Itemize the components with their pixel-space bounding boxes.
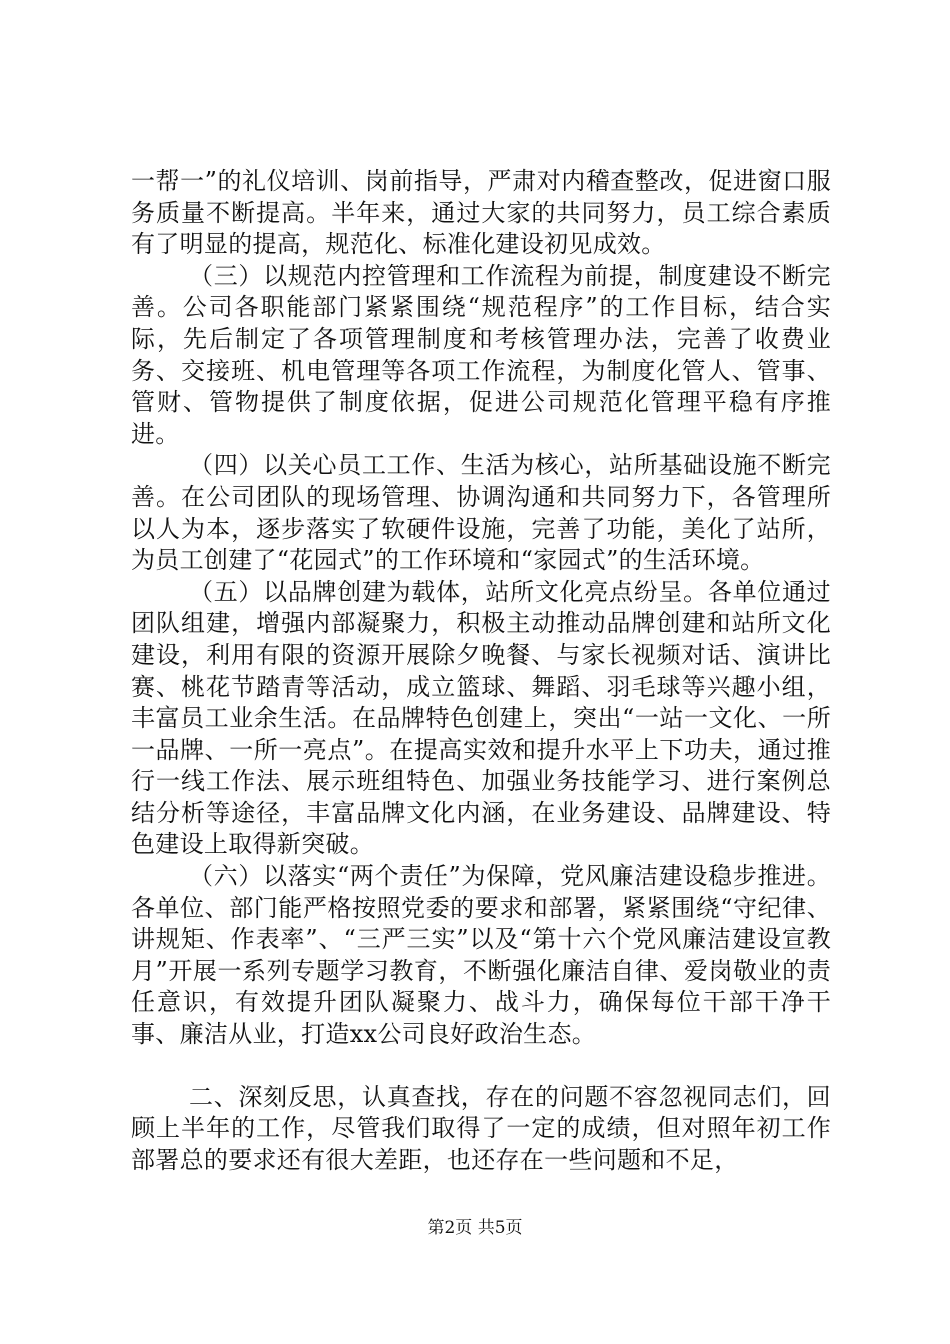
paragraph-part-2: 二、深刻反思，认真查找，存在的问题不容忽视同志们，回顾上半年的工作，尽管我们取得了一定的成绩，但对照年初工作部署总的要求还有很大差距，也还存在一些问题和不足， [131, 1082, 831, 1174]
paragraph-continuation: 一帮一”的礼仪培训、岗前指导，严肃对内稽查整改，促进窗口服务质量不断提高。半年来，通过大家的共同努力，员工综合素质有了明显的提高，规范化、标准化建设初见成效。 [131, 167, 831, 259]
paragraph-section-3: （三）以规范内控管理和工作流程为前提，制度建设不断完善。公司各职能部门紧紧围绕“规范程序”的工作目标，结合实际，先后制定了各项管理制度和考核管理办法，完善了收费业务、交接班、机电管理等各项工作流程，为制度化管人、管事、管财、管物提供了制度依据，促进公司规范化管理平稳有序推进。 [131, 261, 831, 448]
page-number-footer: 第2页 共5页 [427, 1218, 523, 1238]
paragraph-section-6: （六）以落实“两个责任”为保障，党风廉洁建设稳步推进。各单位、部门能严格按照党委的要求和部署，紧紧围绕“守纪律、讲规矩、作表率”、“三严三实”以及“第十六个党风廉洁建设宣教月”开展一系列专题学习教育，不断强化廉洁自律、爱岗敬业的责任意识，有效提升团队凝聚力、战斗力，确保每位干部干净干事、廉洁从业，打造xx公司良好政治生态。 [131, 862, 831, 1049]
document-body [131, 166, 831, 1176]
paragraph-section-4: （四）以关心员工工作、生活为核心，站所基础设施不断完善。在公司团队的现场管理、协调沟通和共同努力下，各管理所以人为本，逐步落实了软硬件设施，完善了功能，美化了站所，为员工创建了“花园式”的工作环境和“家园式”的生活环境。 [131, 451, 831, 575]
paragraph-section-5: （五）以品牌创建为载体，站所文化亮点纷呈。各单位通过团队组建，增强内部凝聚力，积极主动推动品牌创建和站所文化建设，利用有限的资源开展除夕晚餐、与家长视频对话、演讲比赛、桃花节踏青等活动，成立篮球、舞蹈、羽毛球等兴趣小组，丰富员工业余生活。在品牌特色创建上，突出“一站一文化、一所一品牌、一所一亮点”。在提高实效和提升水平上下功夫，通过推行一线工作法、展示班组特色、加强业务技能学习、进行案例总结分析等途径，丰富品牌文化内涵，在业务建设、品牌建设、特色建设上取得新突破。 [131, 577, 831, 859]
